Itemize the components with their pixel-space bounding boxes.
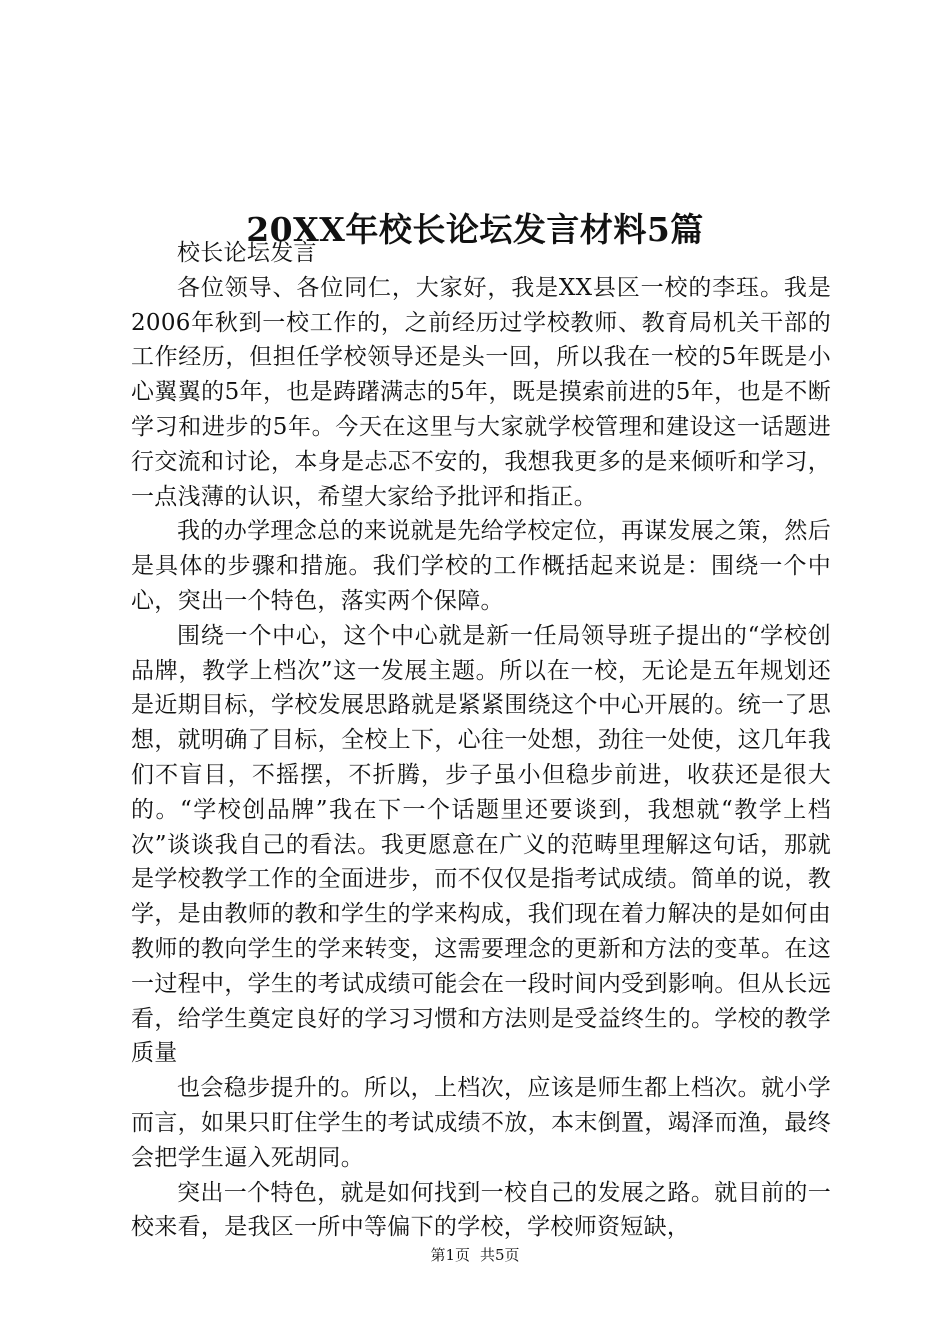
paragraph: 围绕一个中心，这个中心就是新一任局领导班子提出的“学校创品牌，教学上档次”这一发展主题。所以在一校，无论是五年规划还是近期目标，学校发展思路就是紧紧围绕这个中心开展的。统一了思想，就明确了目标，全校上下，心往一处想，劲往一处使，这几年我们不盲目，不摇摆，不折腾，步子虽小但稳步前进，收获还是很大的。“学校创品牌”我在下一个话题里还要谈到，我想就“教学上档次”谈谈我自己的看法。我更愿意在广义的范畴里理解这句话，那就是学校教学工作的全面进步，而不仅仅是指考试成绩。简单的说，教学，是由教师的教和学生的学来构成，我们现在着力解决的是如何由教师的教向学生的学来转变，这需要理念的更新和方法的变革。在这一过程中，学生的考试成绩可能会在一段时间内受到影响。但从长远看，给学生奠定良好的学习习惯和方法则是受益终生的。学校的教学质量: [131, 622, 831, 1067]
paragraph-section-heading: 校长论坛发言: [177, 240, 317, 266]
paragraph: 我的办学理念总的来说就是先给学校定位，再谋发展之策，然后是具体的步骤和措施。我们学校的工作概括起来说是：围绕一个中心，突出一个特色，落实两个保障。: [131, 518, 831, 614]
page-footer: [0, 1245, 950, 1265]
paragraph: 突出一个特色，就是如何找到一校自己的发展之路。就目前的一校来看，是我区一所中等偏下的学校，学校师资短缺，: [131, 1179, 831, 1241]
document-title: 20XX年校长论坛发言材料5篇: [246, 210, 704, 250]
paragraph: 也会稳步提升的。所以，上档次，应该是师生都上档次。就小学而言，如果只盯住学生的考试成绩不放，本末倒置，竭泽而渔，最终会把学生逼入死胡同。: [131, 1075, 831, 1171]
page-total: 共5页: [480, 1246, 520, 1264]
document-body: [131, 236, 831, 1245]
page-number: 第1页: [430, 1246, 470, 1264]
paragraph: 各位领导、各位同仁，大家好，我是XX县区一校的李珏。我是2006年秋到一校工作的，之前经历过学校教师、教育局机关干部的工作经历，但担任学校领导还是头一回，所以我在一校的5年既是小心翼翼的5年，也是踌躇满志的5年，既是摸索前进的5年，也是不断学习和进步的5年。今天在这里与大家就学校管理和建设这一话题进行交流和讨论，本身是忐忑不安的，我想我更多的是来倾听和学习，一点浅薄的认识，希望大家给予批评和指正。: [131, 274, 831, 510]
